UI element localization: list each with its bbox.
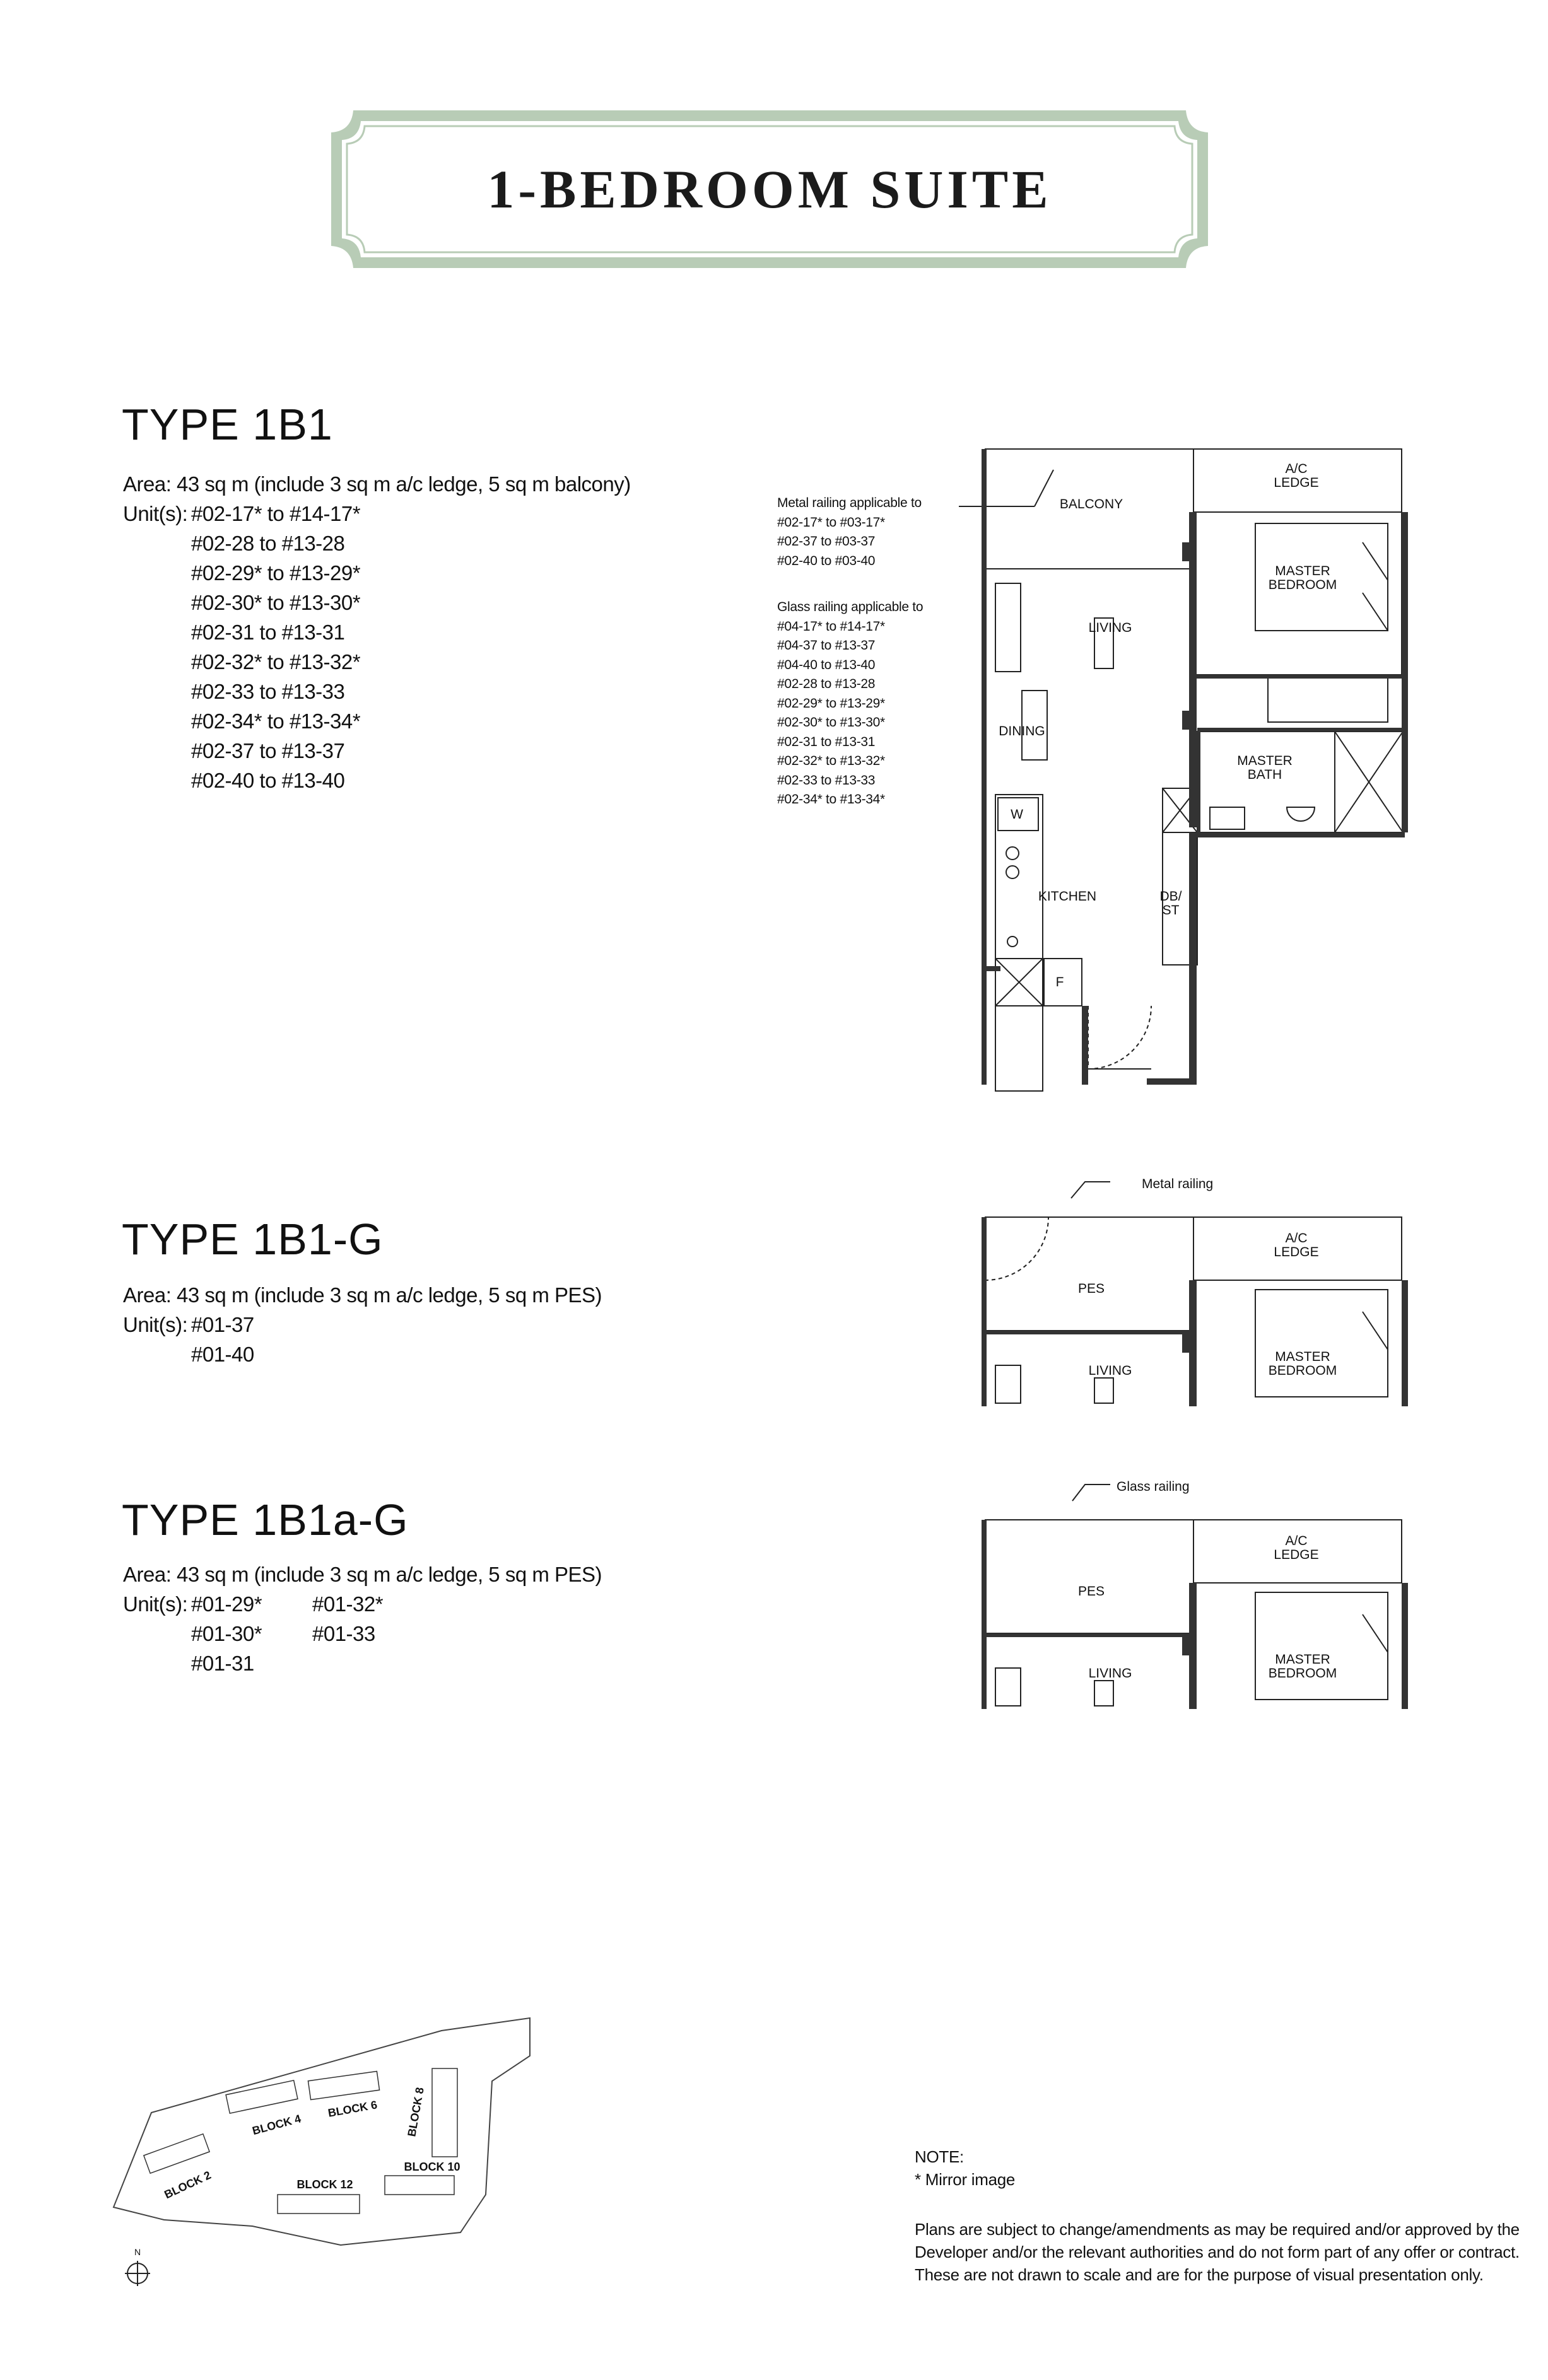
type-1b1a-g-units-col1 xyxy=(191,1589,262,1678)
room-label-dining: DINING xyxy=(999,724,1045,738)
metal-railing-title: Metal railing applicable to xyxy=(777,496,922,510)
disclaimer-line: These are not drawn to scale and are for the purpose of visual presentation only. xyxy=(915,2265,1484,2284)
glass-railing-note xyxy=(777,598,923,810)
unit-range: #01-33 xyxy=(312,1622,375,1645)
dbst-label-2: ST xyxy=(1162,903,1180,918)
note-mirror: * Mirror image xyxy=(915,2170,1016,2189)
north-compass-icon xyxy=(125,2247,150,2286)
unit-range: #02-37 to #13-37 xyxy=(191,739,345,762)
type-1b1-units-list xyxy=(191,499,360,795)
railing-unit: #02-29* to #13-29* xyxy=(777,696,885,711)
unit-range: #02-32* to #13-32* xyxy=(191,650,361,674)
site-block-8: BLOCK 8 xyxy=(405,2086,426,2138)
unit-range: #02-33 to #13-33 xyxy=(191,680,345,703)
room-label-pes: PES xyxy=(1077,1281,1105,1296)
type-1b1-units-label: Unit(s): xyxy=(123,502,188,525)
railing-unit: #02-30* to #13-30* xyxy=(777,715,885,730)
railing-label: Metal railing xyxy=(1142,1177,1214,1191)
type-1b1-g-floor-plan xyxy=(959,1173,1413,1409)
block-12-outline xyxy=(278,2195,360,2214)
kitchen-counter xyxy=(995,795,1043,1091)
type-1b1-floor-plan xyxy=(959,435,1413,1100)
unit-range: #01-29* xyxy=(191,1592,262,1616)
site-block-12: BLOCK 12 xyxy=(296,2178,353,2191)
unit-range: #01-30* xyxy=(191,1622,262,1645)
type-1b1a-g-floor-plan xyxy=(959,1476,1413,1712)
unit-range: #02-28 to #13-28 xyxy=(191,532,345,555)
room-label-living: LIVING xyxy=(1088,621,1132,635)
notes-block xyxy=(915,2145,1015,2191)
page-title: 1-BEDROOM SUITE xyxy=(487,159,1052,219)
type-1b1a-g-units-col2 xyxy=(312,1589,383,1648)
room-label-ac: A/C xyxy=(1285,1534,1308,1548)
unit-range: #02-30* to #13-30* xyxy=(191,591,361,614)
type-1b1-g-units-list xyxy=(191,1310,254,1369)
railing-unit: #02-31 to #13-31 xyxy=(777,734,876,749)
type-1b1-g-units-label: Unit(s): xyxy=(123,1313,188,1336)
railing-unit: #02-17* to #03-17* xyxy=(777,515,885,530)
unit-range: #01-31 xyxy=(191,1652,254,1675)
note-heading: NOTE: xyxy=(915,2147,964,2166)
sofa xyxy=(995,583,1021,672)
site-boundary xyxy=(114,2018,530,2245)
glass-railing-title: Glass railing applicable to xyxy=(777,600,924,614)
room-label-living: LIVING xyxy=(1088,1363,1132,1378)
railing-unit: #04-37 to #13-37 xyxy=(777,638,876,653)
room-label-master-bath: MASTER xyxy=(1237,754,1293,768)
railing-unit: #02-33 to #13-33 xyxy=(777,773,876,788)
type-1b1-g-title: TYPE 1B1-G xyxy=(122,1215,384,1264)
room-label-pes: PES xyxy=(1077,1584,1105,1599)
room-label-bedroom: BEDROOM xyxy=(1268,1363,1337,1378)
room-label-bedroom: BEDROOM xyxy=(1268,1666,1337,1681)
railing-unit: #02-32* to #13-32* xyxy=(777,754,885,768)
site-block-10: BLOCK 10 xyxy=(404,2161,460,2173)
railing-unit: #02-37 to #03-37 xyxy=(777,534,876,549)
room-label-ledge: LEDGE xyxy=(1274,1245,1319,1259)
unit-range: #02-17* to #14-17* xyxy=(191,502,361,525)
north-label: N xyxy=(134,2247,141,2257)
type-1b1-area: Area: 43 sq m (include 3 sq m a/c ledge, 5 sq m balcony) xyxy=(123,472,631,496)
railing-unit: #04-17* to #14-17* xyxy=(777,619,885,634)
site-block-6: BLOCK 6 xyxy=(327,2098,378,2120)
disclaimer-line: Plans are subject to change/amendments as may be required and/or approved by the xyxy=(915,2220,1520,2239)
room-label-ledge: LEDGE xyxy=(1274,1548,1319,1562)
room-label-master: MASTER xyxy=(1275,1652,1330,1667)
unit-range: #01-40 xyxy=(191,1343,254,1366)
type-1b1-g-area: Area: 43 sq m (include 3 sq m a/c ledge, 5 sq m PES) xyxy=(123,1283,602,1307)
unit-range: #01-37 xyxy=(191,1313,254,1336)
unit-range: #02-34* to #13-34* xyxy=(191,709,361,733)
block-4-outline xyxy=(226,2080,298,2113)
disclaimer-line: Developer and/or the relevant authorities and do not form part of any offer or contract. xyxy=(915,2243,1520,2261)
room-label-ac: A/C xyxy=(1285,462,1308,476)
unit-range: #01-32* xyxy=(312,1592,384,1616)
room-label-kitchen: KITCHEN xyxy=(1038,889,1097,904)
railing-unit: #02-28 to #13-28 xyxy=(777,677,876,691)
room-label-ledge: LEDGE xyxy=(1274,475,1319,490)
wardrobe xyxy=(1268,678,1388,722)
unit-range: #02-40 to #13-40 xyxy=(191,769,345,792)
room-label-bedroom: BEDROOM xyxy=(1268,578,1337,592)
room-label-living: LIVING xyxy=(1088,1666,1132,1681)
metal-railing-note xyxy=(777,494,922,571)
unit-range: #02-29* to #13-29* xyxy=(191,561,361,585)
type-1b1-title: TYPE 1B1 xyxy=(122,400,333,449)
dbst-label-1: DB/ xyxy=(1159,889,1182,904)
title-banner xyxy=(328,107,1211,271)
room-label-master: MASTER xyxy=(1275,564,1330,578)
site-block-4: BLOCK 4 xyxy=(250,2112,303,2138)
railing-unit: #02-34* to #13-34* xyxy=(777,792,885,807)
unit-range: #02-31 to #13-31 xyxy=(191,621,345,644)
disclaimer xyxy=(915,2218,1520,2286)
type-1b1a-g-title: TYPE 1B1a-G xyxy=(122,1495,409,1544)
type-1b1a-g-units-label: Unit(s): xyxy=(123,1592,188,1616)
room-label-master: MASTER xyxy=(1275,1350,1330,1364)
fridge-label: F xyxy=(1055,975,1064,989)
railing-leader xyxy=(1071,1182,1110,1198)
site-plan xyxy=(88,2005,568,2299)
block-6-outline xyxy=(308,2071,379,2099)
railing-label: Glass railing xyxy=(1117,1479,1190,1494)
railing-leader xyxy=(1072,1485,1110,1501)
type-1b1a-g-area: Area: 43 sq m (include 3 sq m a/c ledge, 5 sq m PES) xyxy=(123,1563,602,1586)
block-8-outline xyxy=(432,2068,457,2157)
railing-unit: #02-40 to #03-40 xyxy=(777,553,876,568)
railing-unit: #04-40 to #13-40 xyxy=(777,657,876,672)
room-label-balcony: BALCONY xyxy=(1059,497,1123,511)
room-label-bath: BATH xyxy=(1247,767,1282,782)
room-label-ac: A/C xyxy=(1285,1231,1308,1245)
washer-label: W xyxy=(1011,807,1023,822)
site-block-2: BLOCK 2 xyxy=(162,2168,213,2202)
block-10-outline xyxy=(385,2176,454,2195)
block-2-outline xyxy=(144,2134,209,2173)
